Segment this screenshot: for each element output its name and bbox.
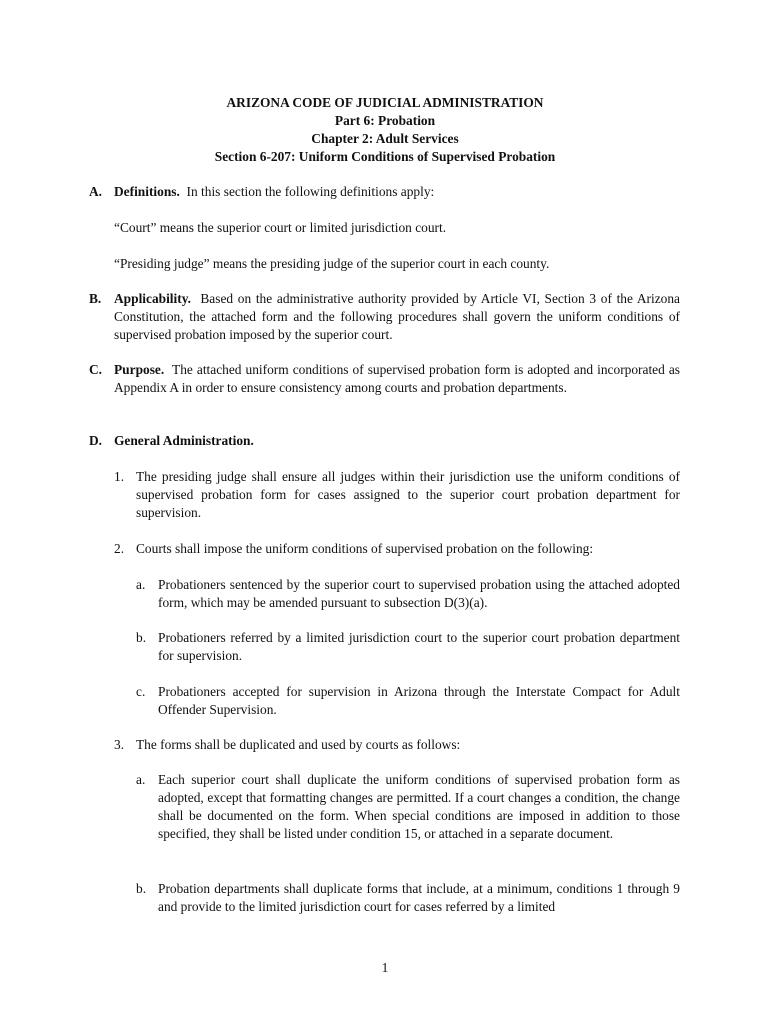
list-item-letter: c.: [136, 684, 146, 699]
list-item-letter: b.: [136, 630, 147, 645]
definition-court: “Court” means the superior court or limited jurisdiction court.: [114, 220, 447, 235]
list-item-text: The forms shall be duplicated and used by courts as follows:: [136, 737, 461, 752]
list-item-d3b: [136, 880, 680, 916]
list-item-text: Probation departments shall duplicate forms that include, at a minimum, conditions 1 through 9 and provide to the limited jurisdiction court for cases referred by a limited: [158, 881, 680, 914]
section-b-title: Applicability.: [114, 291, 192, 306]
section-a-title: Definitions.: [114, 184, 180, 199]
list-item-text: The presiding judge shall ensure all judges within their jurisdiction use the uniform conditions of supervised probation form for cases assigned to the superior court probation department for supervision.: [136, 469, 680, 520]
list-item-letter: b.: [136, 881, 147, 896]
definition-presiding-judge: “Presiding judge” means the presiding judge of the superior court in each county.: [114, 256, 550, 271]
section-a-text: In this section the following definitions apply:: [186, 184, 435, 199]
document-heading: [0, 94, 770, 166]
list-item-letter: a.: [136, 772, 146, 787]
list-item-text: Each superior court shall duplicate the uniform conditions of supervised probation form as adopted, except that formatting changes are permitted. If a court changes a condition, the change shall be documented on the form. When special conditions are imposed in addition to those specified, they shall be listed under condition 15, or attached in a separate document.: [158, 772, 680, 841]
section-d-label: D.: [89, 433, 103, 448]
list-item-number: 3.: [114, 737, 125, 752]
page-number: 1: [381, 960, 389, 975]
list-item-number: 1.: [114, 469, 125, 484]
list-item-number: 2.: [114, 541, 125, 556]
list-item-text: Courts shall impose the uniform conditions of supervised probation on the following:: [136, 541, 594, 556]
list-item-d2c: [136, 683, 680, 719]
list-item-text: Probationers referred by a limited jurisdiction court to the superior court probation department for supervision.: [158, 630, 680, 663]
list-item-d1: [114, 468, 680, 522]
list-item-d3: [114, 736, 680, 754]
section-a: [89, 183, 680, 201]
list-item-letter: a.: [136, 577, 146, 592]
list-item-text: Probationers sentenced by the superior court to supervised probation using the attached adopted form, which may be amended pursuant to subsection D(3)(a).: [158, 577, 680, 610]
section-c-text: The attached uniform conditions of supervised probation form is adopted and incorporated as Appendix A in order to ensure consistency among courts and probation departments.: [114, 362, 680, 395]
list-item-d2: [114, 540, 680, 558]
section-b-label: B.: [89, 291, 102, 306]
code-title: ARIZONA CODE OF JUDICIAL ADMINISTRATION: [226, 95, 544, 110]
list-item-text: Probationers accepted for supervision in Arizona through the Interstate Compact for Adult Offender Supervision.: [158, 684, 680, 717]
section-c-title: Purpose.: [114, 362, 165, 377]
section-a-label: A.: [89, 184, 103, 199]
section-title: Section 6-207: Uniform Conditions of Supervised Probation: [214, 149, 556, 164]
section-b: [89, 290, 680, 344]
section-d-title: General Administration.: [114, 433, 254, 448]
list-item-d2b: [136, 629, 680, 665]
section-c: [89, 361, 680, 397]
section-b-text: Based on the administrative authority provided by Article VI, Section 3 of the Arizona Constitution, the attached form and the following procedures shall govern the uniform conditions of supervised probation imposed by the superior court.: [114, 291, 680, 342]
list-item-d3a: [136, 771, 680, 843]
chapter-title: Chapter 2: Adult Services: [311, 131, 459, 146]
part-title: Part 6: Probation: [334, 113, 436, 128]
section-d: [89, 432, 680, 450]
list-item-d2a: [136, 576, 680, 612]
section-c-label: C.: [89, 362, 103, 377]
